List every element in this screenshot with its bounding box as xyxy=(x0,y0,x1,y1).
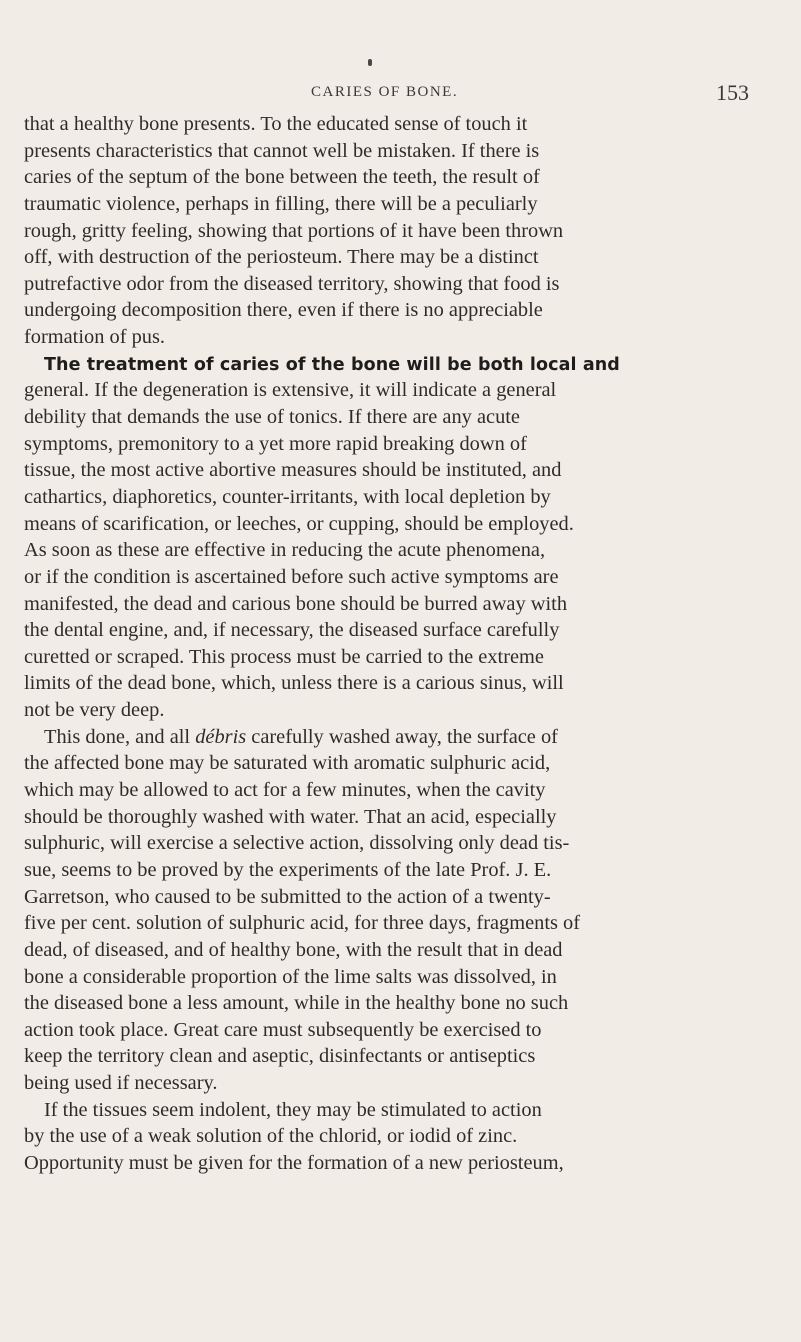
text-segment: or if the condition is ascertained before such active symptoms are xyxy=(24,565,559,588)
text-segment: five per cent. solution of sulphuric acid, for three days, fragments of xyxy=(24,912,581,935)
text-line xyxy=(24,1043,794,1070)
running-title: CARIES OF BONE. xyxy=(311,84,459,100)
text-segment: bone a considerable proportion of the lime salts was dissolved, in xyxy=(24,965,557,988)
text-line xyxy=(24,511,794,538)
text-line xyxy=(24,697,794,724)
text-line xyxy=(24,804,794,831)
text-line xyxy=(24,1017,794,1044)
page-number: 153 xyxy=(716,80,749,105)
text-line xyxy=(24,1150,794,1177)
text-line xyxy=(24,564,794,591)
text-line xyxy=(24,457,794,484)
text-line xyxy=(24,617,794,644)
text-segment: rough, gritty feeling, showing that portions of it have been thrown xyxy=(24,219,564,242)
text-segment: undergoing decomposition there, even if there is no appreciable xyxy=(24,299,543,322)
text-line xyxy=(24,1123,794,1150)
text-line xyxy=(24,138,794,165)
text-line xyxy=(24,244,794,271)
text-segment: the affected bone may be saturated with aromatic sulphuric acid, xyxy=(24,752,551,775)
body-text xyxy=(24,111,794,1177)
text-segment: which may be allowed to act for a few minutes, when the cavity xyxy=(24,779,546,802)
text-segment: traumatic violence, perhaps in filling, there will be a peculiarly xyxy=(24,192,538,215)
paragraph-lead-bold: The treatment of caries of the bone will be both local and xyxy=(44,354,620,375)
text-segment: symptoms, premonitory to a yet more rapid breaking down of xyxy=(24,432,527,455)
text-segment: formation of pus. xyxy=(24,326,166,349)
text-line xyxy=(24,724,794,751)
text-line xyxy=(24,857,794,884)
text-line xyxy=(24,670,794,697)
text-line xyxy=(24,777,794,804)
text-segment: sue, seems to be proved by the experiments of the late Prof. J. E. xyxy=(24,858,552,881)
text-line xyxy=(24,431,794,458)
text-line xyxy=(24,537,794,564)
text-segment: Opportunity must be given for the formation of a new periosteum, xyxy=(24,1151,564,1174)
text-segment: by the use of a weak solution of the chlorid, or iodid of zinc. xyxy=(24,1125,518,1148)
text-line xyxy=(24,591,794,618)
text-segment: the diseased bone a less amount, while in the healthy bone no such xyxy=(24,992,569,1015)
text-line xyxy=(24,377,794,404)
text-segment: keep the territory clean and aseptic, disinfectants or antiseptics xyxy=(24,1045,536,1068)
text-line xyxy=(24,324,794,351)
text-segment: Garretson, who caused to be submitted to the action of a twenty- xyxy=(24,885,551,908)
text-line xyxy=(24,830,794,857)
text-line xyxy=(24,351,794,378)
ink-speck xyxy=(368,59,372,66)
text-line xyxy=(24,297,794,324)
text-segment: being used if necessary. xyxy=(24,1072,218,1095)
text-line xyxy=(24,884,794,911)
text-line xyxy=(24,937,794,964)
text-segment: putrefactive odor from the diseased territory, showing that food is xyxy=(24,272,560,295)
text-segment: sulphuric, will exercise a selective action, dissolving only dead tis- xyxy=(24,832,570,855)
text-segment: curetted or scraped. This process must be carried to the extreme xyxy=(24,645,544,668)
text-line xyxy=(24,271,794,298)
text-segment: general. If the degeneration is extensive, it will indicate a general xyxy=(24,379,557,402)
text-line xyxy=(24,1070,794,1097)
text-line xyxy=(24,964,794,991)
text-segment: the dental engine, and, if necessary, the diseased surface carefully xyxy=(24,619,560,642)
text-segment: cathartics, diaphoretics, counter-irritants, with local depletion by xyxy=(24,485,551,508)
text-line xyxy=(24,191,794,218)
text-line xyxy=(24,484,794,511)
text-line xyxy=(24,910,794,937)
text-segment: manifested, the dead and carious bone should be burred away with xyxy=(24,592,568,615)
text-segment: should be thoroughly washed with water. That an acid, especially xyxy=(24,805,557,828)
text-segment: means of scarification, or leeches, or cupping, should be employed. xyxy=(24,512,574,535)
text-line xyxy=(24,1097,794,1124)
text-line xyxy=(24,644,794,671)
text-segment: carefully washed away, the surface of xyxy=(246,725,558,748)
italic-term: débris xyxy=(195,725,247,748)
text-line xyxy=(24,218,794,245)
text-segment: off, with destruction of the periosteum. There may be a distinct xyxy=(24,246,539,269)
text-segment: debility that demands the use of tonics. If there are any acute xyxy=(24,406,520,429)
text-segment: As soon as these are effective in reducing the acute phenomena, xyxy=(24,539,546,562)
text-segment: limits of the dead bone, which, unless there is a carious sinus, will xyxy=(24,672,564,695)
text-segment: presents characteristics that cannot well be mistaken. If there is xyxy=(24,139,540,162)
text-line xyxy=(24,404,794,431)
text-line xyxy=(24,111,794,138)
text-segment: not be very deep. xyxy=(24,699,165,722)
text-segment: If the tissues seem indolent, they may be stimulated to action xyxy=(44,1098,542,1121)
text-segment: tissue, the most active abortive measures should be instituted, and xyxy=(24,459,562,482)
text-segment: action took place. Great care must subsequently be exercised to xyxy=(24,1018,542,1041)
text-segment: dead, of diseased, and of healthy bone, with the result that in dead xyxy=(24,938,563,961)
text-line xyxy=(24,990,794,1017)
text-segment: that a healthy bone presents. To the educated sense of touch it xyxy=(24,113,528,135)
running-header xyxy=(0,70,801,110)
text-segment: This done, and all xyxy=(44,725,196,748)
text-line xyxy=(24,164,794,191)
text-line xyxy=(24,750,794,777)
text-segment: caries of the septum of the bone between the teeth, the result of xyxy=(24,166,540,189)
